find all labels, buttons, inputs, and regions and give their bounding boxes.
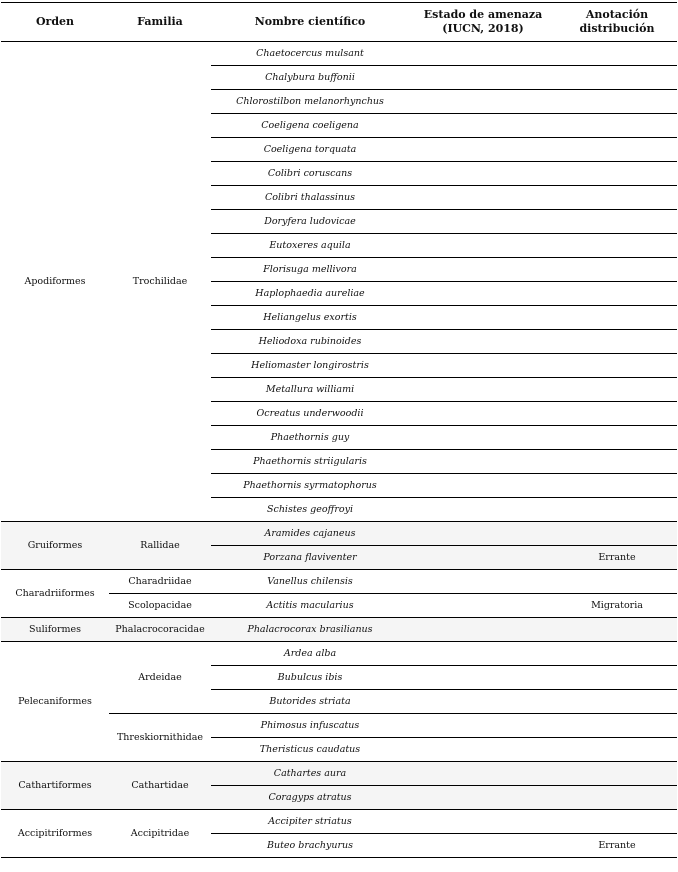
cell-nombre: Coeligena coeligena <box>211 114 409 138</box>
cell-anotacion <box>557 762 677 786</box>
cell-nombre: Butorides striata <box>211 690 409 714</box>
cell-estado <box>409 354 557 378</box>
cell-familia: Scolopacidae <box>109 594 211 618</box>
cell-nombre: Phalacrocorax brasilianus <box>211 618 409 642</box>
table-row <box>1 570 677 594</box>
cell-orden: Pelecaniformes <box>1 642 109 762</box>
cell-nombre: Doryfera ludovicae <box>211 210 409 234</box>
cell-anotacion <box>557 66 677 90</box>
cell-orden: Suliformes <box>1 618 109 642</box>
table-row <box>1 642 677 666</box>
cell-anotacion <box>557 642 677 666</box>
cell-nombre: Metallura williami <box>211 378 409 402</box>
cell-anotacion <box>557 330 677 354</box>
cell-anotacion <box>557 522 677 546</box>
cell-nombre: Ocreatus underwoodii <box>211 402 409 426</box>
cell-anotacion <box>557 402 677 426</box>
table-row <box>1 618 677 642</box>
table-row <box>1 522 677 546</box>
cell-anotacion: Errante <box>557 546 677 570</box>
header-anotacion-line2: distribución <box>579 22 655 35</box>
cell-nombre: Phaethornis striigularis <box>211 450 409 474</box>
cell-estado <box>409 162 557 186</box>
cell-nombre: Florisuga mellivora <box>211 258 409 282</box>
cell-nombre: Actitis macularius <box>211 594 409 618</box>
cell-nombre: Buteo brachyurus <box>211 834 409 858</box>
cell-nombre: Aramides cajaneus <box>211 522 409 546</box>
cell-estado <box>409 834 557 858</box>
cell-nombre: Coragyps atratus <box>211 786 409 810</box>
cell-estado <box>409 426 557 450</box>
table-row <box>1 762 677 786</box>
cell-nombre: Haplophaedia aureliae <box>211 282 409 306</box>
cell-nombre: Heliodoxa rubinoides <box>211 330 409 354</box>
cell-familia: Charadriidae <box>109 570 211 594</box>
cell-orden: Gruiformes <box>1 522 109 570</box>
cell-nombre: Heliomaster longirostris <box>211 354 409 378</box>
header-nombre: Nombre científico <box>211 3 409 42</box>
cell-estado <box>409 546 557 570</box>
cell-familia: Accipitridae <box>109 810 211 858</box>
cell-estado <box>409 666 557 690</box>
cell-anotacion <box>557 498 677 522</box>
cell-nombre: Ardea alba <box>211 642 409 666</box>
cell-nombre: Cathartes aura <box>211 762 409 786</box>
cell-anotacion <box>557 738 677 762</box>
cell-nombre: Chlorostilbon melanorhynchus <box>211 90 409 114</box>
cell-estado <box>409 498 557 522</box>
cell-estado <box>409 738 557 762</box>
cell-estado <box>409 642 557 666</box>
table-header <box>1 3 677 42</box>
cell-estado <box>409 114 557 138</box>
cell-familia: Cathartidae <box>109 762 211 810</box>
table-row <box>1 42 677 66</box>
cell-nombre: Theristicus caudatus <box>211 738 409 762</box>
cell-anotacion <box>557 306 677 330</box>
cell-anotacion <box>557 186 677 210</box>
cell-familia: Threskiornithidae <box>109 714 211 762</box>
cell-estado <box>409 234 557 258</box>
cell-nombre: Heliangelus exortis <box>211 306 409 330</box>
cell-estado <box>409 330 557 354</box>
header-orden: Orden <box>1 3 109 42</box>
cell-anotacion <box>557 714 677 738</box>
cell-nombre: Chaetocercus mulsant <box>211 42 409 66</box>
cell-estado <box>409 90 557 114</box>
table-body <box>1 42 677 858</box>
cell-anotacion <box>557 162 677 186</box>
cell-orden: Charadriiformes <box>1 570 109 618</box>
cell-anotacion <box>557 810 677 834</box>
cell-familia: Rallidae <box>109 522 211 570</box>
cell-anotacion <box>557 114 677 138</box>
header-estado-line2: (IUCN, 2018) <box>442 22 524 35</box>
cell-anotacion <box>557 354 677 378</box>
cell-anotacion <box>557 234 677 258</box>
cell-nombre: Coeligena torquata <box>211 138 409 162</box>
cell-orden: Cathartiformes <box>1 762 109 810</box>
cell-nombre: Phimosus infuscatus <box>211 714 409 738</box>
cell-anotacion <box>557 450 677 474</box>
cell-estado <box>409 306 557 330</box>
cell-nombre: Phaethornis guy <box>211 426 409 450</box>
cell-estado <box>409 714 557 738</box>
cell-estado <box>409 450 557 474</box>
cell-estado <box>409 594 557 618</box>
header-anotacion <box>557 3 677 42</box>
cell-nombre: Colibri coruscans <box>211 162 409 186</box>
cell-anotacion <box>557 426 677 450</box>
cell-estado <box>409 786 557 810</box>
cell-estado <box>409 570 557 594</box>
cell-anotacion <box>557 786 677 810</box>
cell-anotacion <box>557 474 677 498</box>
cell-nombre: Schistes geoffroyi <box>211 498 409 522</box>
cell-estado <box>409 474 557 498</box>
header-estado <box>409 3 557 42</box>
cell-anotacion: Migratoria <box>557 594 677 618</box>
cell-nombre: Bubulcus ibis <box>211 666 409 690</box>
cell-estado <box>409 138 557 162</box>
cell-anotacion <box>557 666 677 690</box>
cell-estado <box>409 378 557 402</box>
cell-nombre: Porzana flaviventer <box>211 546 409 570</box>
cell-anotacion <box>557 90 677 114</box>
cell-anotacion <box>557 42 677 66</box>
species-table <box>1 2 677 858</box>
header-estado-line1: Estado de amenaza <box>423 8 543 21</box>
cell-familia: Phalacrocoracidae <box>109 618 211 642</box>
cell-anotacion <box>557 570 677 594</box>
cell-nombre: Accipiter striatus <box>211 810 409 834</box>
cell-nombre: Vanellus chilensis <box>211 570 409 594</box>
header-familia: Familia <box>109 3 211 42</box>
cell-orden: Accipitriformes <box>1 810 109 858</box>
cell-familia: Trochilidae <box>109 42 211 522</box>
cell-estado <box>409 762 557 786</box>
cell-orden: Apodiformes <box>1 42 109 522</box>
cell-estado <box>409 618 557 642</box>
cell-anotacion <box>557 378 677 402</box>
cell-estado <box>409 282 557 306</box>
cell-estado <box>409 402 557 426</box>
cell-anotacion <box>557 618 677 642</box>
cell-estado <box>409 210 557 234</box>
cell-anotacion: Errante <box>557 834 677 858</box>
cell-anotacion <box>557 210 677 234</box>
table-row <box>1 810 677 834</box>
cell-estado <box>409 258 557 282</box>
cell-anotacion <box>557 690 677 714</box>
cell-nombre: Chalybura buffonii <box>211 66 409 90</box>
cell-estado <box>409 690 557 714</box>
cell-anotacion <box>557 138 677 162</box>
cell-anotacion <box>557 282 677 306</box>
cell-familia: Ardeidae <box>109 642 211 714</box>
cell-nombre: Colibri thalassinus <box>211 186 409 210</box>
cell-estado <box>409 522 557 546</box>
cell-nombre: Phaethornis syrmatophorus <box>211 474 409 498</box>
cell-estado <box>409 186 557 210</box>
cell-estado <box>409 810 557 834</box>
cell-nombre: Eutoxeres aquila <box>211 234 409 258</box>
cell-estado <box>409 42 557 66</box>
cell-estado <box>409 66 557 90</box>
cell-anotacion <box>557 258 677 282</box>
header-anotacion-line1: Anotación <box>585 8 649 21</box>
